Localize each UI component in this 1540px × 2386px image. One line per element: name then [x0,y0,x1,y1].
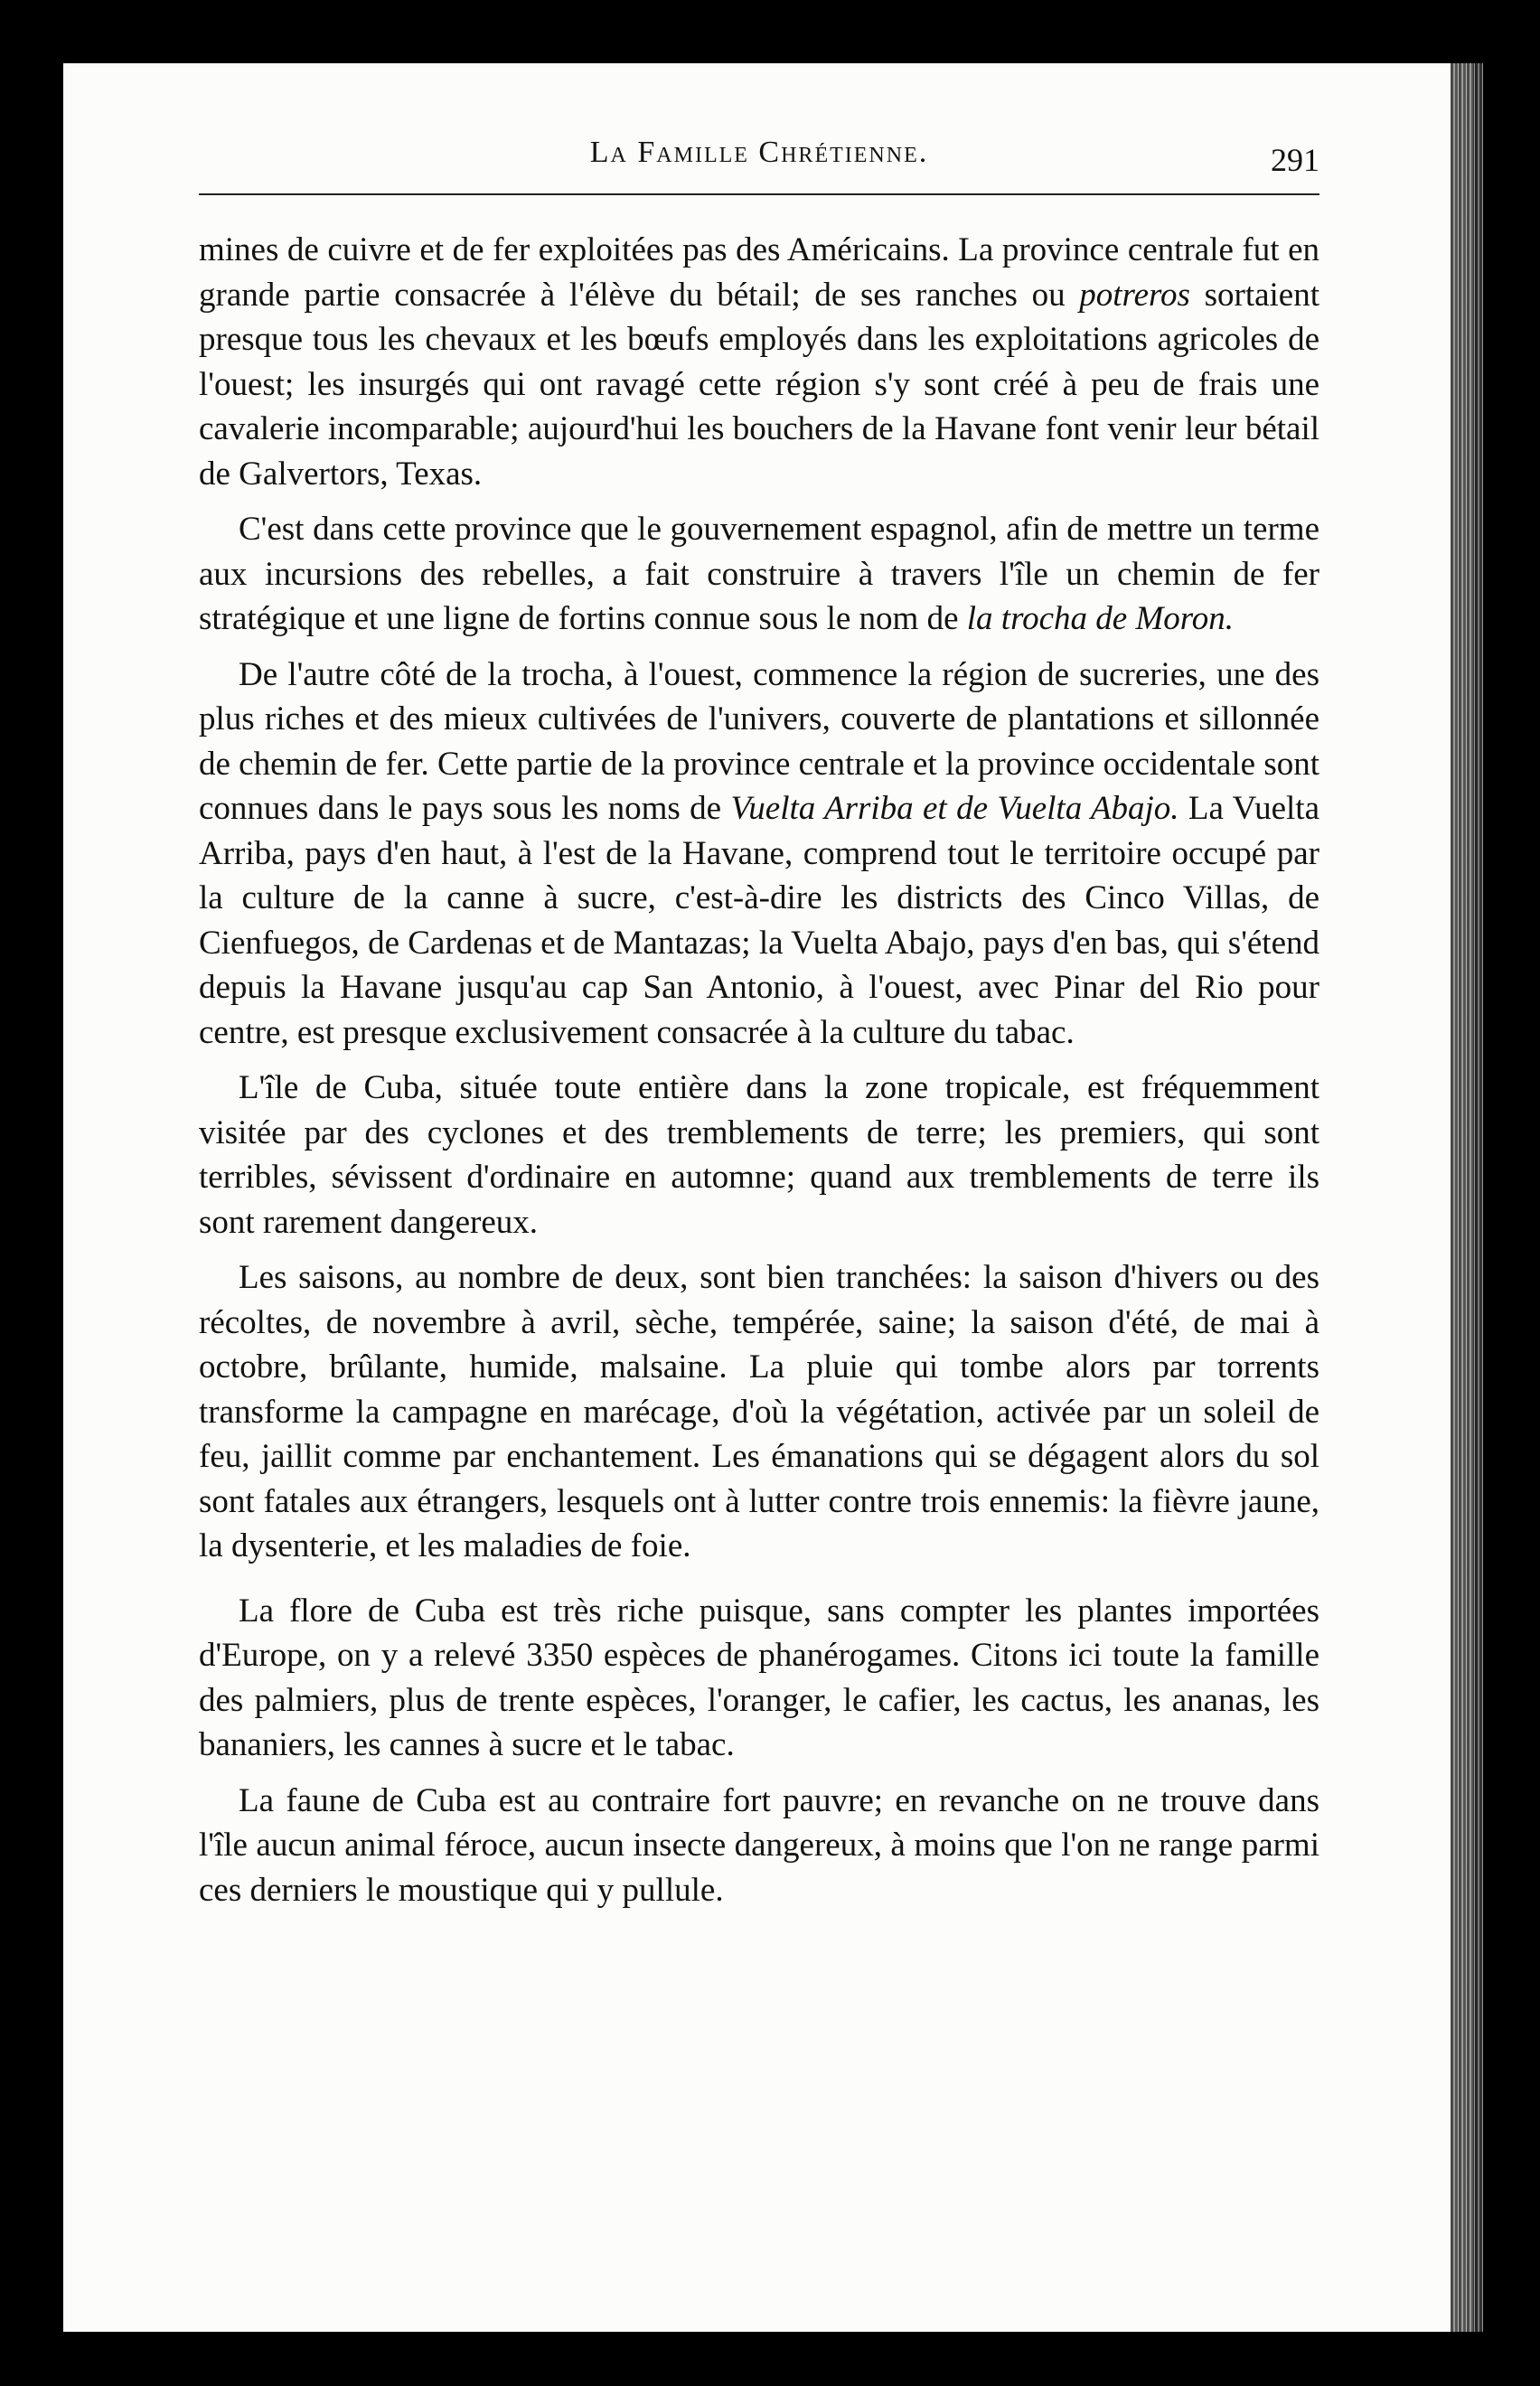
paragraph [199,1779,1319,1913]
paragraph [199,507,1319,642]
page-content [199,127,1319,1923]
page-number: 291 [1271,142,1319,178]
italic-term: Vuelta Arriba et de Vuelta Abajo. [730,790,1179,827]
text-run: La faune de Cuba est au contraire fort pauvre; en revanche on ne trouve dans l'île aucun animal féroce, aucun insecte dangereux, à moins que l'on ne range parmi ces derniers le moustique qui y pullule. [199,1781,1319,1909]
body-text [199,228,1319,1912]
italic-term: la trocha de Moron. [966,600,1235,637]
text-run: La Vuelta Arriba, pays d'en haut, à l'est de la Havane, comprend tout le territoire occupé par la culture de la canne à sucre, c'est-à-dire les districts des Cinco Villas, de Cienfuegos, de Cardenas et de Mantazas; la Vuelta Abajo, pays d'en bas, qui s'étend depuis la Havane jusqu'au cap San Antonio, à l'ouest, avec Pinar del Rio pour centre, est presque exclusivement consacrée à la culture du tabac. [199,790,1319,1051]
text-run: De l'autre côté de la trocha, à l'ouest, commence la région de sucreries, une des plus riches et des mieux cultivées de l'univers, couverte de plantations et sillonnée de chemin de fer. Cette partie de la province centrale et la province occidentale sont connues dans le pays sous les noms de [199,655,1319,827]
text-run: La flore de Cuba est très riche puisque, sans compter les plantes importées d'Europe, on y a relevé 3350 espèces de phanérogames. Citons ici toute la famille des palmiers, plus de trente espèces, l'oranger, le cafier, les cactus, les ananas, les bananiers, les cannes à sucre et le tabac. [199,1592,1319,1763]
text-run: L'île de Cuba, située toute entière dans la zone tropicale, est fréquemment visitée par des cyclones et des tremblements de terre; les premiers, qui sont terribles, sévissent d'ordinaire en automne; quand aux tremblements de terre ils sont rarement dangereux. [199,1069,1319,1241]
page-area [63,63,1473,2332]
running-head [199,127,1319,195]
paragraph [199,1589,1319,1768]
paragraph [199,228,1319,496]
text-run: sortaient presque tous les chevaux et les bœufs employés dans les exploitations agricoles de l'ouest; les insurgés qui ont ravagé cette région s'y sont créé à peu de frais une cavalerie incomparable; aujourd'hui les bouchers de la Havane font venir leur bétail de Galvertors, Texas. [199,276,1320,493]
text-run: mines de cuivre et de fer exploitées pas des Américains. La province centrale fut en grande partie consacrée à l'élève du bétail; de ses ranches ou [199,231,1319,314]
paragraph [199,1255,1319,1569]
text-run: C'est dans cette province que le gouvernement espagnol, afin de mettre un terme aux incursions des rebelles, a fait construire à travers l'île un chemin de fer stratégique et une ligne de fortins connue sous le nom de [199,511,1319,637]
text-run: Les saisons, au nombre de deux, sont bien tranchées: la saison d'hivers ou des récoltes, de novembre à avril, sèche, tempérée, saine; la saison d'été, de mai à octobre, brûlante, humide, malsaine. La pluie qui tombe alors par torrents transforme la campagne en marécage, d'où la végétation, activée par un soleil de feu, jaillit comme par enchantement. Les émanations qui se dégagent alors du sol sont fatales aux étrangers, lesquels ont à lutter contre trois ennemis: la fièvre jaune, la dysenterie, et les maladies de foie. [199,1259,1319,1564]
paragraph [199,1066,1319,1245]
running-head-title: La Famille Chrétienne. [589,136,929,169]
italic-term: potreros [1079,276,1190,314]
paragraph [199,653,1319,1056]
